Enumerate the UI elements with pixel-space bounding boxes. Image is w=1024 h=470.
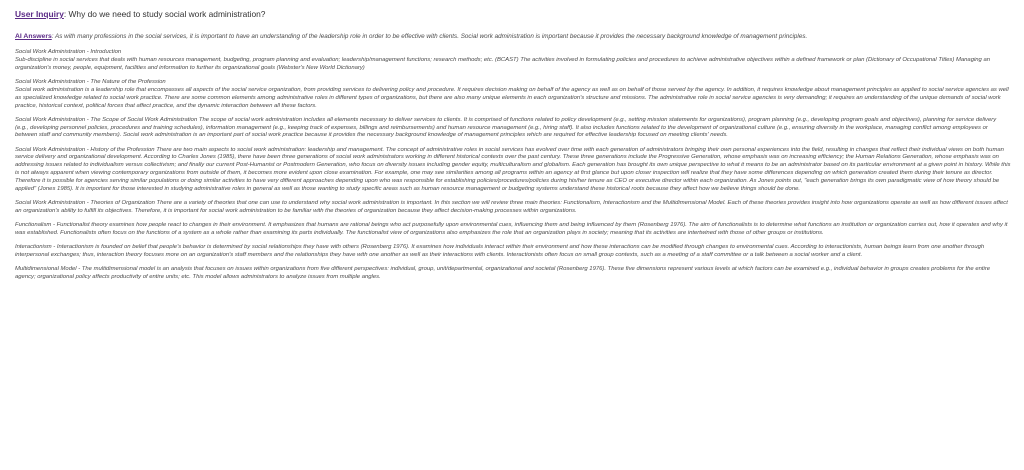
user-inquiry-label: User Inquiry — [15, 9, 64, 19]
ai-answers-label: AI Answers — [15, 33, 52, 40]
section-scope — [15, 117, 1011, 141]
section-body: Social Work Administration - History of the Profession There are two main aspects to social work administration: leadership and management. The concept of administrative roles in social services has evolved over time with each generation of administrators bringing their own personal experiences into the field, resulting in changes that reflect their individual views on both human service delivery and organizational development. According to Charles Jones (1985), there have been three generations of social work administrators working in different historical contexts over the past century. These three generations include the Progressive Generation, whose emphasis was on increasing efficiency; the Human Relations Generation, whose emphasis was on addressing issues related to individualism versus collectivism; and finally our current Post-Humanist or Postmodern Generation, who focus on diversity issues including gender equity, multiculturalism and globalism. Each generation has brought its own unique perspective to what it means to be an administrator based on its particular environment at a given point in history. While this is not always apparent when viewing contemporary organizations from outside of them, it becomes more evident upon close examination. For example, one may see similarities among all programs within an agency at first glance but upon closer inspection will realize that they have some differences depending on which generation created them during their tenure as director. Therefore it is possible for agencies serving similar populations or doing similar activities to have very different approaches depending upon who was responsible for establishing policies/procedures/policies during his/her tenure as CEO or executive director within each organization. As Jones points out, "each generation brings its own paradigmatic view of how theory should be applied" (Jones 1985). It is important for those interested in studying administrative roles in general as well as those wanting to study specific areas such as human resource management or budgeting systems understand these historical roots because they affect how we believe things should be done. — [15, 146, 1011, 193]
section-body: Interactionism - Interactionism is founded on belief that people's behavior is determined by social relationships they have with others (Rosenberg 1976). It examines how individuals interact within their environment and how these interactions can be modified through changes to environmental cues. According to interactionists, human beings learn from one another through interpersonal exchanges; thus, interaction theory focuses more on an organization's staff members and the relationships they have with one another as well as their interactions with clients. Interactionists often focus on small group contexts, such as a meeting of a staff committee or a talk between a social worker and a client. — [15, 244, 985, 259]
section-title: Social Work Administration - Introduction — [15, 48, 122, 55]
section-body: Social Work Administration - The Scope of Social Work Administration The scope of social work administration includes all elements necessary to deliver services to clients. It is comprised of functions related to policy development (e.g., setting mission statements for organizations), program planning (e.g., developing program goals and objectives), planning for service delivery (e.g., developing personnel policies, procedures and training schedules), information management (e.g., keeping track of expenses, billings and reimbursements) and human resource management (e.g., hiring staff). It also includes functions related to the development of organizational culture (e.g., ensuring diversity in the workplace, managing conflict among employees or between staff and community members). Social work administration is an important part of social work practice because it provides the necessary background knowledge of management principles which are required for effective leadership focused on meeting clients' needs. — [15, 116, 997, 139]
answer-intro-text: As with many professions in the social services, it is important to have an understanding of the leadership role in order to be effective with clients. Social work administration is important because it provides the necessary background knowledge of management principles. — [55, 33, 808, 40]
user-inquiry-question: Why do we need to study social work administration? — [68, 9, 266, 19]
section-body: Social work administration is a leadership role that encompasses all aspects of the social service organization, from providing services to delivering policy and procedure. It requires decision making on behalf of the agency as well as on behalf of those served by the agency. In addition, it requires knowledge about management principles as applied to social service agencies as well as specialized knowledge related to social work practice. There are some common elements among administrative roles in different types of organizations, but there are also many unique elements in each organization's structure and missions. The administrative role in social service agencies is very demanding; it requires an understanding of the unique demands of social work practice, historical context, political forces that affect practice, and the dynamic interaction between all these factors. — [15, 86, 1009, 109]
section-multidimensional-model — [15, 266, 1011, 282]
section-body: Multidimensional Model - The multidimensional model is an analysis that focuses on issues within organizations from five different perspectives: individual, group, unit/departmental, organizational and societal (Rosenberg 1976). These five dimensions represent various levels at which factors can be examined e.g., individual behavior in groups creates problems for the entire agency; organizational policy affects productivity of entire units; etc. This model allows administrators to analyze issues from multiple angles. — [15, 266, 991, 281]
section-title: Social Work Administration - The Nature of the Profession — [15, 78, 166, 85]
section-body: Social Work Administration - Theories of Organization There are a variety of theories that one can use to understand why social work administration is important. In this section we will review three main theories: Functionalism, Interactionism and the Multidimensional Model. Each of these theories provides insight into how organizations operate as well as how different issues affect an organization's ability to fulfill its objectives. Therefore, it is important for social work administration to be familiar with the theories of organization because they affect decision-making processes within organizations. — [15, 200, 1008, 215]
section-nature-of-profession — [15, 79, 1011, 111]
section-body: Functionalism - Functionalist theory examines how people react to changes in their environment. It emphasizes that humans are rational beings who act purposefully upon environmental cues, influencing them and being influenced by them (Rosenberg 1976). The aim of functionalists is to determine what functions an institution or organization carries out, how it operates and why it was established. Functionalists often focus on the functions of a system as a whole rather than examining its parts individually. The functionalist view of organizations also emphasizes the role that an organization plays in society; meaning that its activities are intertwined with those of other groups or institutions. — [15, 222, 1008, 237]
section-history — [15, 147, 1011, 194]
ai-answers-separator: : — [51, 33, 54, 40]
section-introduction — [15, 49, 1011, 73]
section-interactionism — [15, 244, 1011, 260]
user-inquiry — [15, 9, 1011, 20]
section-body: Sub-discipline in social services that deals with human resources management, budgeting, program planning and evaluation; leadership/management functions; research methods; etc. (BCAST) The activities involved in formulating policies and procedures to achieve administrative objectives within a defined framework or plan (Dictionary of Occupational Titles) Managing an organization's money, people, equipment, facilities and information to further its organizational goals (Webster's New World Dictionary) — [15, 56, 991, 71]
section-theories — [15, 200, 1011, 216]
section-functionalism — [15, 222, 1011, 238]
answer-intro — [15, 33, 1011, 41]
ai-answer — [15, 33, 1011, 282]
user-inquiry-separator: : — [63, 9, 67, 19]
